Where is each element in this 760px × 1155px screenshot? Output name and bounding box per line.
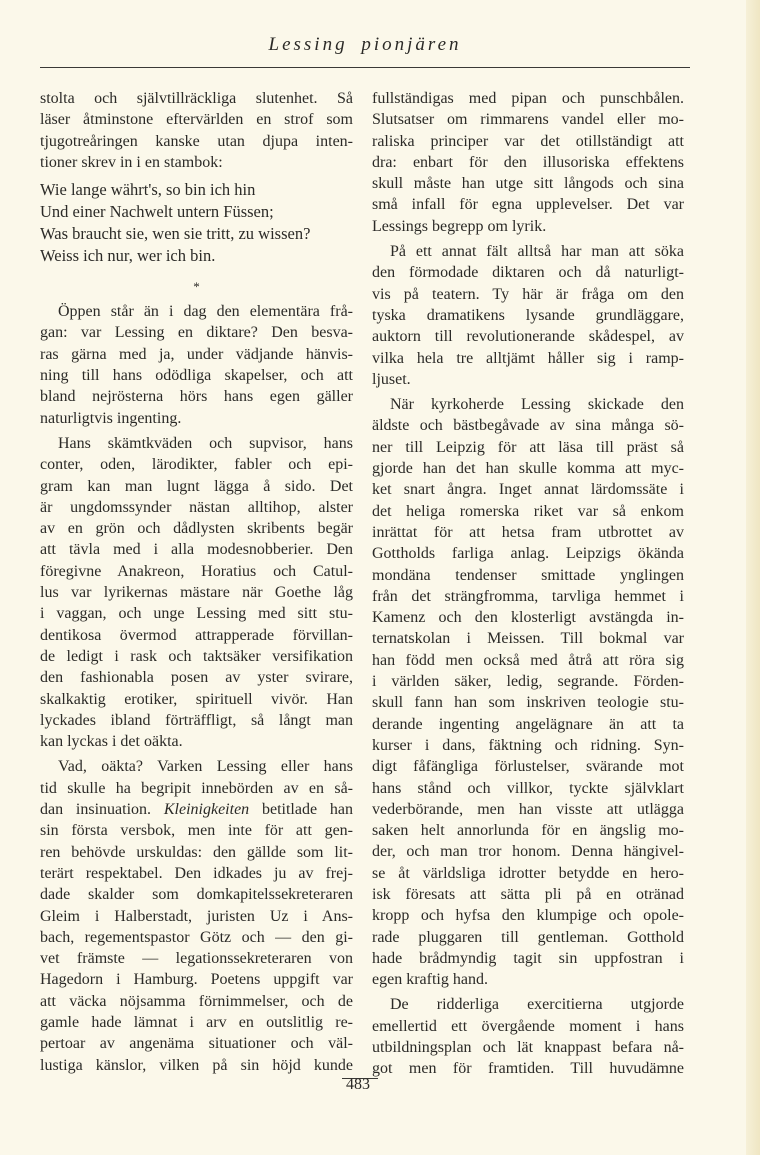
header-rule bbox=[40, 67, 690, 68]
text-line: det heliga romerska riket var så enkom bbox=[372, 502, 684, 520]
poem-line: Was braucht sie, wen sie tritt, zu wissen? bbox=[40, 224, 311, 244]
paragraph bbox=[40, 88, 353, 173]
text-line: skull måste han utge sitt långods och sina bbox=[372, 175, 684, 193]
paragraph bbox=[372, 394, 684, 990]
text-line: bach, regementspastor Götz och — den gi- bbox=[40, 928, 353, 946]
text-line: lyckades ibland förträffligt, så långt man bbox=[40, 711, 353, 729]
text-line: att tävla med i alla modesnobberier. Den bbox=[40, 541, 353, 559]
paragraph bbox=[40, 433, 353, 752]
text-line: vilka hela tre alltjämt håller sig i ramp- bbox=[372, 349, 684, 367]
text-line: dra: enbart för den illusoriska effektens bbox=[372, 153, 684, 171]
poem-quote bbox=[40, 179, 353, 267]
text-line: Hans skämtkväden och supvisor, hans bbox=[58, 434, 353, 452]
text-line: inrättat för att hetsa fram utbrottet av bbox=[372, 523, 684, 541]
poem-line: Wie lange währt's, so bin ich hin bbox=[40, 180, 256, 200]
page-number: 483 bbox=[346, 1076, 370, 1093]
text-line: tjugotreåringen kanske utan djupa inten- bbox=[40, 132, 353, 150]
text-line: de ledigt i rask och taktsäker versifikation bbox=[40, 647, 353, 665]
text-line: föregivne Anakreon, Horatius och Catul- bbox=[40, 562, 353, 580]
text-line: saken helt annorlunda för en ängslig mo- bbox=[372, 822, 684, 840]
text-line: raliska principer var det otillständigt att bbox=[372, 132, 684, 150]
page-edge-shadow bbox=[746, 0, 760, 1155]
text-line: fullständigas med pipan och punschbålen. bbox=[372, 90, 684, 107]
text-line: hans stånd och villkor, tyckte självklart bbox=[372, 779, 684, 797]
poem-line: Weiss ich nur, wer ich bin. bbox=[40, 246, 216, 266]
text-line: conter, oden, lärodikter, fabler och epi- bbox=[40, 456, 353, 474]
text-line: kropp och hyfsa den klumpige och opole- bbox=[372, 907, 684, 925]
text-segment: dan insinuation. bbox=[40, 801, 164, 819]
text-segment: betitlade han bbox=[249, 801, 353, 819]
text-line: ternatskolan i Meissen. Till bokmal var bbox=[372, 630, 684, 648]
text-line: kurser i dans, fäktning och ridning. Syn- bbox=[372, 736, 684, 754]
text-line: rade pluggaren till gentleman. Gotthold bbox=[372, 928, 684, 946]
text-line: pertoar av angenäma situationer och väl- bbox=[40, 1035, 353, 1053]
text-line: Lessings begrepp om lyrik. bbox=[372, 217, 547, 235]
text-line bbox=[40, 799, 353, 820]
text-line: att väcka nöjsamma förnimmelser, och de bbox=[40, 992, 353, 1010]
text-line: digt fåfängliga förlustelser, svärande mot bbox=[372, 758, 684, 776]
text-line: ket snart ångra. Inget annat lärdomssäte i bbox=[372, 481, 684, 499]
paragraph bbox=[372, 241, 684, 390]
running-title: Lessing pionjären bbox=[268, 34, 462, 55]
text-line: Gottholds farliga anlag. Leipzigs ökända bbox=[372, 545, 684, 563]
text-line: mondäna tendenser smittade ynglingen bbox=[372, 566, 684, 584]
text-line: dade skalder som domkapitelssekreteraren bbox=[40, 886, 353, 904]
text-line: i vaggan, och unge Lessing med sitt stu- bbox=[40, 605, 353, 623]
text-line: kan lyckas i det oäkta. bbox=[40, 733, 183, 751]
text-line: Gleim i Halberstadt, juristen Uz i Ans- bbox=[40, 907, 353, 925]
text-line: ras gärna med ja, under vädjande hänvis- bbox=[40, 345, 353, 363]
text-line: der, och man tror honom. Denna hängivel- bbox=[372, 843, 684, 861]
text-line: lus var lyrikernas mästare när Goethe låg bbox=[40, 584, 353, 602]
text-line: bland nejrösterna hörs hans egen gäller bbox=[40, 388, 353, 406]
text-line: ljuset. bbox=[372, 370, 411, 388]
text-line: gamle hade lämnat i arv en outslitlig re- bbox=[40, 1013, 353, 1031]
text-line: stolta och självtillräckliga slutenhet. Så bbox=[40, 90, 353, 107]
left-column bbox=[40, 88, 353, 1076]
text-line: av en grön och dådlysten skribents begär bbox=[40, 520, 353, 538]
text-line: Hagedorn i Hamburg. Poetens uppgift var bbox=[40, 971, 353, 989]
text-line: lustiga känslor, vilken på sin höjd kunde bbox=[40, 1056, 353, 1074]
text-line: Öppen står än i dag den elementära frå- bbox=[58, 303, 353, 321]
text-line: gan: var Lessing en diktare? Den besva- bbox=[40, 324, 353, 342]
text-line: naturligtvis ingenting. bbox=[40, 409, 182, 427]
text-line: från det strängfromma, tarvliga hemmet i bbox=[372, 587, 684, 605]
text-line: den fashionabla posen av yster svirare, bbox=[40, 669, 353, 687]
text-line: Vad, oäkta? Varken Lessing eller hans bbox=[58, 758, 353, 776]
text-line: små infall för egna upplevelser. Det var bbox=[372, 196, 684, 214]
text-line: De ridderliga exercitierna utgjorde bbox=[390, 996, 684, 1014]
paragraph bbox=[40, 301, 353, 429]
text-line: vet främste — legationssekreteraren von bbox=[40, 950, 353, 968]
text-line: egen kraftig hand. bbox=[372, 971, 488, 989]
text-line: vis på teatern. Ty här är fråga om den bbox=[372, 285, 684, 303]
text-line: skull fann han som inskriven teologie stu- bbox=[372, 694, 684, 712]
text-line: läser åtminstone eftervärlden en strof som bbox=[40, 111, 353, 129]
text-line: ren behövde urskuldas: den gällde som lit- bbox=[40, 843, 353, 861]
paragraph bbox=[40, 756, 353, 1075]
paragraph bbox=[372, 994, 684, 1079]
text-line: Slutsatser om rimmarens vandel eller mo- bbox=[372, 111, 684, 129]
text-line: hade brådmyndig tagit sin uppfostran i bbox=[372, 949, 684, 967]
text-line: På ett annat fält alltså har man att söka bbox=[390, 243, 684, 261]
text-line: utbildningsplan och lät knappast befara nå- bbox=[372, 1039, 684, 1057]
text-line: är ungdomssynder nästan alltihop, alster bbox=[40, 498, 353, 516]
text-line: gjorde han det han skulle komma att myc- bbox=[372, 460, 684, 478]
text-line: isk föresats att sätta pli på en otränad bbox=[372, 885, 684, 903]
text-line: gram kan man lugnt lägga å sido. Det bbox=[40, 477, 353, 495]
poem-line: Und einer Nachwelt untern Füssen; bbox=[40, 202, 274, 222]
text-line: se åt världsliga idrotter betydde en hero- bbox=[372, 864, 684, 882]
text-line: emellertid ett övergående moment i hans bbox=[372, 1017, 684, 1035]
text-line: tioner skrev in i en stambok: bbox=[40, 153, 223, 171]
text-line: Kamenz och den klosterligt avstängda in- bbox=[372, 609, 684, 627]
text-line: äldste och bästbegåvade av sina många sö- bbox=[372, 417, 684, 435]
text-line: terärt respektabel. Den idkades ju av frej- bbox=[40, 864, 353, 882]
italic-title: Kleinigkeiten bbox=[163, 801, 250, 819]
text-line: tid skulle ha begripit innebörden av en så- bbox=[40, 779, 353, 797]
text-line: sin första versbok, men inte för att gen- bbox=[40, 822, 353, 840]
right-column bbox=[372, 88, 684, 1080]
paragraph bbox=[372, 88, 684, 237]
text-line: vederbörande, men han visste att utlägga bbox=[372, 800, 684, 818]
text-line: derande ingenting angelägnare än att ta bbox=[372, 715, 684, 733]
text-line: När kyrkoherde Lessing skickade den bbox=[390, 396, 684, 414]
text-line: den förmodade diktaren och då naturligt- bbox=[372, 264, 684, 282]
section-separator: * bbox=[193, 279, 200, 295]
text-line: tyska dramatikens lysande grundläggare, bbox=[372, 306, 684, 324]
text-line: skalkaktig erotiker, spirituell vivör. Han bbox=[40, 690, 353, 708]
text-line: dentikosa övermod attrapperade förvillan- bbox=[40, 626, 353, 644]
text-line: ning till hans odödliga skapelser, och att bbox=[40, 367, 353, 385]
text-line: auktorn till revolutionerande skådespel, av bbox=[372, 328, 684, 346]
text-line: ner till Leipzig för att läsa till präst så bbox=[372, 438, 684, 456]
text-line: han född men också med åtrå att röra sig bbox=[372, 651, 684, 669]
text-line: got men för framtiden. Till huvudämne bbox=[372, 1060, 684, 1078]
text-line: i världen säker, ledig, segrande. Förden- bbox=[372, 673, 684, 691]
